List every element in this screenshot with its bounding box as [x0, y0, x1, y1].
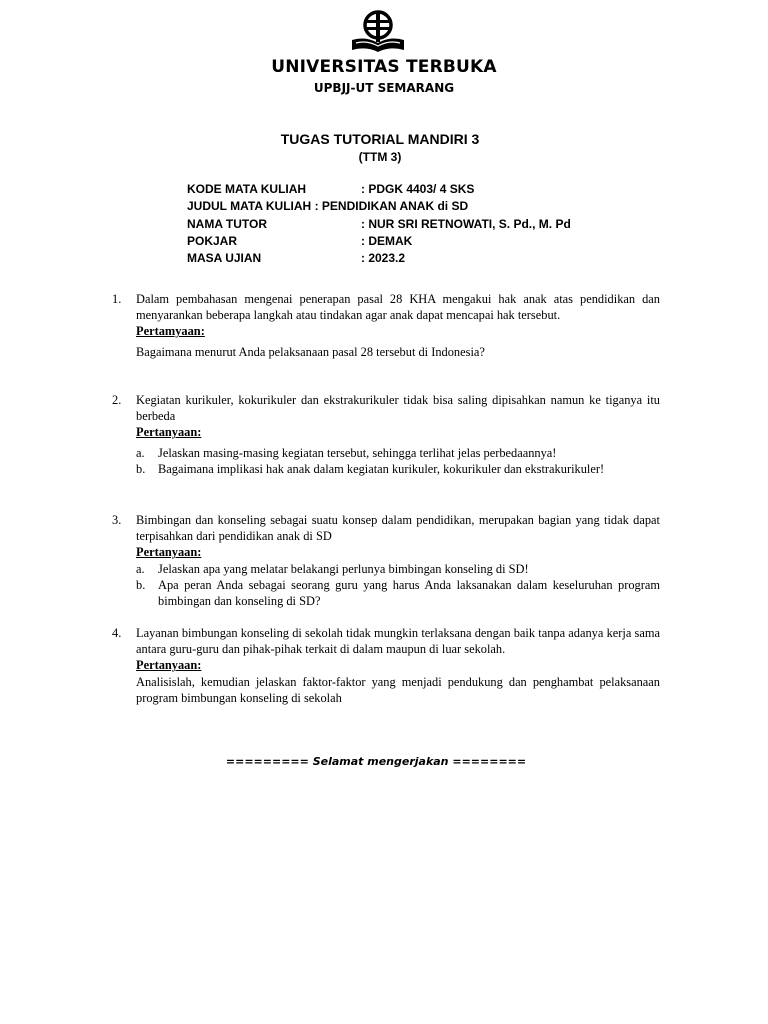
info-value: : PENDIDIKAN ANAK di SD [314, 199, 469, 214]
question-text: Layanan bimbungan konseling di sekolah tidak mungkin terlaksana dengan baik tanpa adanya kerja sama antara guru-guru dan pihak-pihak terkait di dalam maupun di luar sekolah. [136, 626, 660, 657]
question-heading: Pertanyaan: [136, 545, 202, 560]
closing-rule-right: ======== [452, 755, 527, 768]
question-number: 4. [112, 626, 122, 640]
subitem-letter: b. [136, 461, 146, 476]
question-2 [112, 392, 660, 477]
info-label: MASA UJIAN [187, 251, 262, 266]
question-subitem [136, 445, 660, 461]
subitem-letter: a. [136, 561, 145, 576]
course-code-row [187, 181, 667, 198]
exam-period-row [187, 250, 667, 267]
page-subtitle: (TTM 3) [358, 150, 402, 164]
subitem-text: Jelaskan apa yang melatar belakangi perlunya bimbingan konseling di SD! [158, 561, 529, 576]
question-3 [112, 512, 660, 609]
university-name: UNIVERSITAS TERBUKA [271, 57, 497, 77]
question-number: 1. [112, 292, 122, 306]
question-4 [112, 625, 660, 706]
subitem-text: Bagaimana implikasi hak anak dalam kegiatan kurikuler, kokurikuler dan ekstrakurikuler! [158, 461, 605, 476]
question-heading: Pertanyaan: [136, 425, 202, 440]
course-info-table [187, 181, 667, 267]
info-value: : PDGK 4403/ 4 SKS [361, 182, 475, 196]
subitem-letter: b. [136, 577, 146, 592]
question-subitem [136, 577, 660, 609]
closing-text: Selamat mengerjakan [312, 755, 449, 768]
question-number: 2. [112, 393, 122, 407]
subitem-letter: a. [136, 445, 145, 460]
closing-message [0, 755, 752, 769]
info-label: JUDUL MATA KULIAH [187, 199, 312, 214]
info-label: NAMA TUTOR [187, 216, 267, 231]
question-heading: Pertanyaan: [136, 658, 202, 673]
universitas-terbuka-logo-icon [346, 10, 410, 56]
pokjar-row [187, 233, 667, 250]
info-label: KODE MATA KULIAH [187, 182, 307, 196]
question-prompt: Analisislah, kemudian jelaskan faktor-faktor yang menjadi pendukung dan penghambat pelaksanaan program bimbungan konseling di sekolah [136, 674, 660, 705]
question-1 [112, 291, 660, 360]
question-subitem [136, 561, 660, 577]
question-text: Kegiatan kurikuler, kokurikuler dan ekstrakurikuler tidak bisa saling dipisahkan namun ke tiganya itu berbeda [136, 393, 660, 424]
course-title-row [187, 198, 667, 215]
question-number: 3. [112, 513, 122, 527]
question-prompt: Bagaimana menurut Anda pelaksanaan pasal 28 tersebut di Indonesia? [136, 344, 485, 359]
info-value: : 2023.2 [361, 251, 406, 266]
closing-rule-left: ========= [225, 755, 309, 768]
page-title: TUGAS TUTORIAL MANDIRI 3 [280, 131, 480, 147]
info-value: : DEMAK [361, 233, 413, 248]
info-value: : NUR SRI RETNOWATI, S. Pd., M. Pd [361, 216, 571, 231]
info-label: POKJAR [187, 233, 238, 248]
tutor-row [187, 216, 667, 233]
question-text: Dalam pembahasan mengenai penerapan pasal 28 KHA mengakui hak anak atas pendidikan dan menyarankan beberapa langkah atau tindakan agar anak dapat mencapai hak tersebut. [136, 292, 660, 323]
question-text: Bimbingan dan konseling sebagai suatu konsep dalam pendidikan, merupakan bagian yang tidak dapat terpisahkan dari pendidikan anak di SD [136, 513, 660, 544]
subitem-text: Apa peran Anda sebagai seorang guru yang harus Anda laksanakan dalam keseluruhan program bimbingan dan konseling di SD? [158, 577, 660, 609]
question-subitem [136, 461, 660, 477]
subitem-text: Jelaskan masing-masing kegiatan tersebut, sehingga terlihat jelas perbedaannya! [158, 445, 557, 460]
university-unit: UPBJJ-UT SEMARANG [313, 81, 455, 95]
question-heading: Pertamyaan: [136, 324, 205, 339]
